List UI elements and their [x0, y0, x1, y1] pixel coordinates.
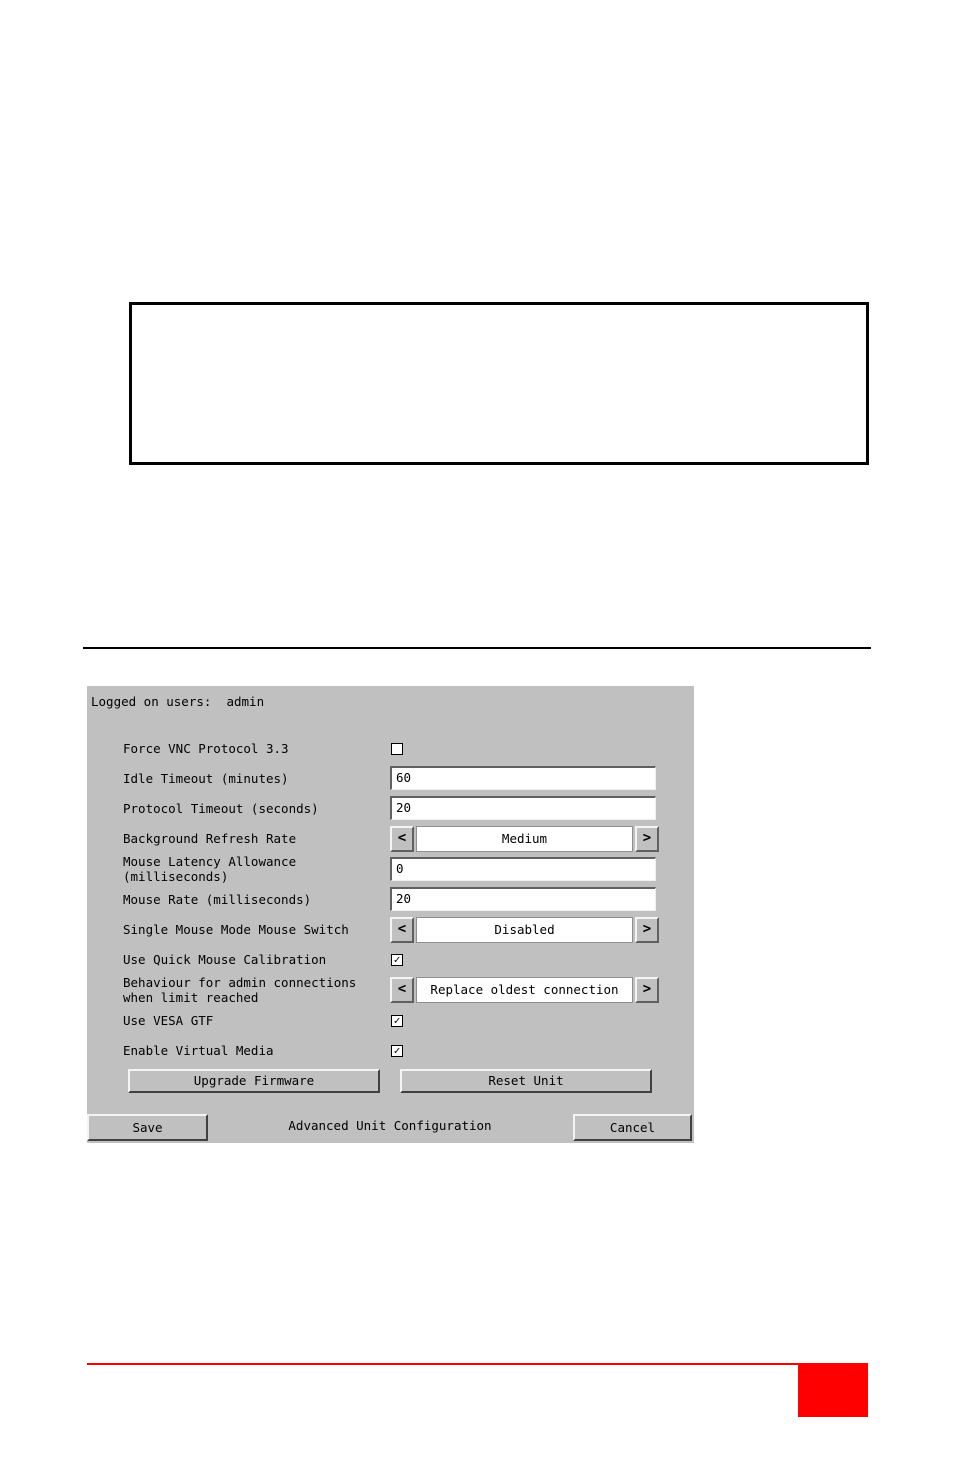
refresh-rate-next-button[interactable]: > — [635, 826, 659, 852]
force-vnc-label: Force VNC Protocol 3.3 — [123, 741, 289, 756]
virtual-media-label: Enable Virtual Media — [123, 1043, 274, 1058]
cancel-button[interactable]: Cancel — [573, 1114, 692, 1141]
force-vnc-checkbox[interactable] — [391, 743, 403, 755]
dialog-title: Advanced Unit Configuration — [288, 1118, 492, 1133]
background-refresh-rate-label: Background Refresh Rate — [123, 831, 297, 846]
refresh-rate-prev-button[interactable]: < — [390, 826, 414, 852]
admin-connections-prev-button[interactable]: < — [390, 977, 414, 1003]
single-mouse-next-button[interactable]: > — [635, 917, 659, 943]
section-divider — [83, 647, 871, 649]
idle-timeout-input[interactable]: 60 — [390, 766, 656, 790]
admin-connections-next-button[interactable]: > — [635, 977, 659, 1003]
vesa-gtf-checkbox[interactable]: ✓ — [391, 1015, 403, 1027]
refresh-rate-value: Medium — [416, 826, 633, 852]
admin-connections-behaviour-label: Behaviour for admin connections when limit reached — [123, 975, 357, 1005]
upgrade-firmware-button[interactable]: Upgrade Firmware — [128, 1069, 380, 1093]
advanced-unit-configuration-dialog — [87, 686, 694, 1143]
reset-unit-button[interactable]: Reset Unit — [400, 1069, 652, 1093]
mouse-latency-input[interactable]: 0 — [390, 857, 656, 881]
virtual-media-checkbox[interactable]: ✓ — [391, 1045, 403, 1057]
idle-timeout-label: Idle Timeout (minutes) — [123, 771, 289, 786]
single-mouse-value: Disabled — [416, 917, 633, 943]
admin-connections-value: Replace oldest connection — [416, 977, 633, 1003]
vesa-gtf-label: Use VESA GTF — [123, 1013, 214, 1028]
admin-connections-stepper — [390, 977, 660, 1003]
note-box — [129, 302, 869, 465]
single-mouse-prev-button[interactable]: < — [390, 917, 414, 943]
mouse-rate-input[interactable]: 20 — [390, 887, 656, 911]
logged-on-users-label: Logged on users: admin — [91, 694, 265, 709]
page-number-block — [798, 1363, 868, 1417]
background-refresh-rate-stepper — [390, 826, 660, 852]
single-mouse-mode-stepper — [390, 917, 660, 943]
quick-mouse-calibration-checkbox[interactable]: ✓ — [391, 954, 403, 966]
save-button[interactable]: Save — [87, 1114, 208, 1141]
single-mouse-mode-label: Single Mouse Mode Mouse Switch — [123, 922, 349, 937]
protocol-timeout-input[interactable]: 20 — [390, 796, 656, 820]
quick-mouse-calibration-label: Use Quick Mouse Calibration — [123, 952, 327, 967]
mouse-latency-label: Mouse Latency Allowance (milliseconds) — [123, 854, 297, 884]
protocol-timeout-label: Protocol Timeout (seconds) — [123, 801, 319, 816]
footer-rule — [87, 1363, 798, 1365]
mouse-rate-label: Mouse Rate (milliseconds) — [123, 892, 312, 907]
